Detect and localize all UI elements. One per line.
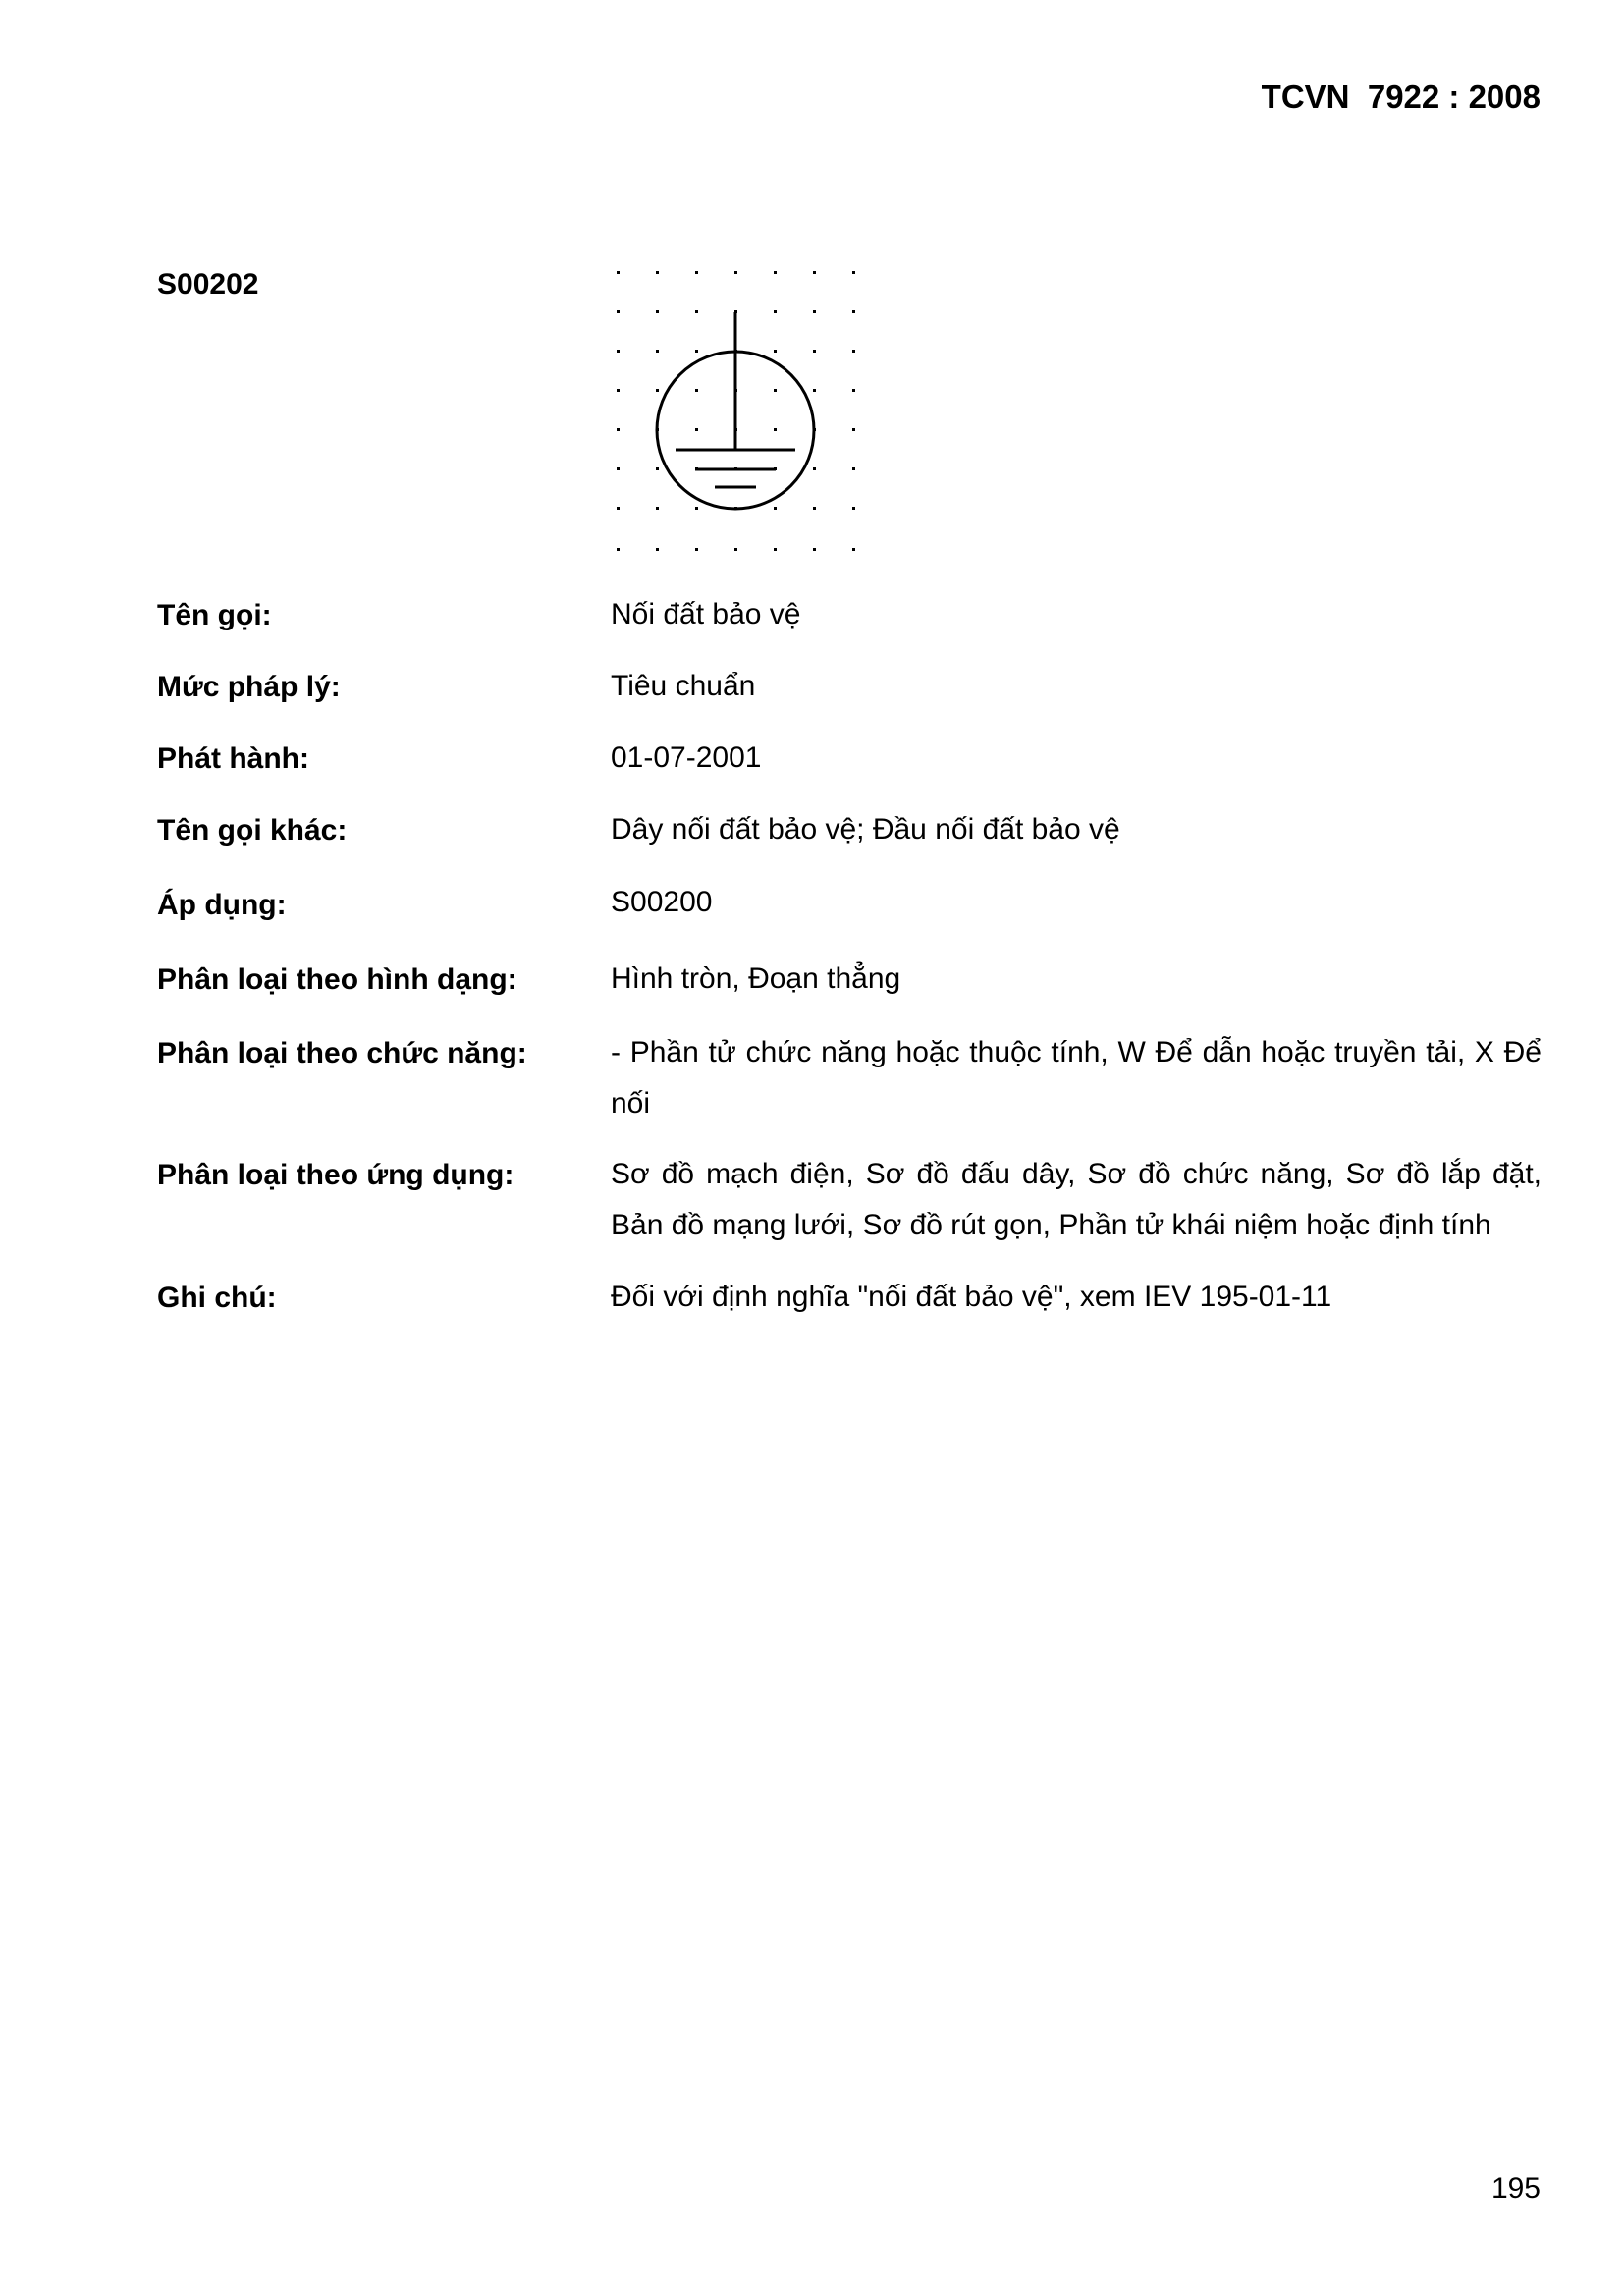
field-label: Phân loại theo ứng dụng:: [157, 1159, 514, 1191]
field-label: Áp dụng:: [157, 889, 287, 921]
field-label: Phát hành:: [157, 742, 309, 775]
field-label: Phân loại theo chức năng:: [157, 1037, 527, 1069]
field-label: Phân loại theo hình dạng:: [157, 963, 517, 996]
standard-header: TCVN 7922 : 2008: [1261, 79, 1541, 115]
field-value: Sơ đồ mạch điện, Sơ đồ đấu dây, Sơ đồ chức năng, Sơ đồ lắp đặt, Bản đồ mạng lưới, Sơ đồ rút gọn, Phần tử khái niệm hoặc định tính: [611, 1158, 1542, 1241]
field-label: Tên gọi khác:: [157, 814, 348, 847]
field-label: Mức pháp lý:: [157, 671, 341, 703]
field-value: Đối với định nghĩa "nối đất bảo vệ", xem IEV 195-01-11: [611, 1281, 1332, 1313]
earth-symbol-strokes: [657, 312, 814, 509]
field-value: 01-07-2001: [611, 741, 762, 774]
field-value: Tiêu chuẩn: [611, 670, 756, 702]
field-value: Dây nối đất bảo vệ; Đầu nối đất bảo vệ: [611, 813, 1120, 846]
field-value: - Phần tử chức năng hoặc thuộc tính, W Để dẫn hoặc truyền tải, X Để nối: [611, 1036, 1542, 1120]
field-label: Tên gọi:: [157, 599, 272, 631]
field-value: S00200: [611, 886, 713, 918]
field-label: Ghi chú:: [157, 1282, 277, 1314]
field-value: Nối đất bảo vệ: [611, 598, 801, 630]
field-value: Hình tròn, Đoạn thẳng: [611, 962, 901, 995]
page-number: 195: [1490, 2172, 1541, 2205]
protective-earth-icon: [607, 263, 862, 558]
symbol-code: S00202: [157, 268, 259, 301]
